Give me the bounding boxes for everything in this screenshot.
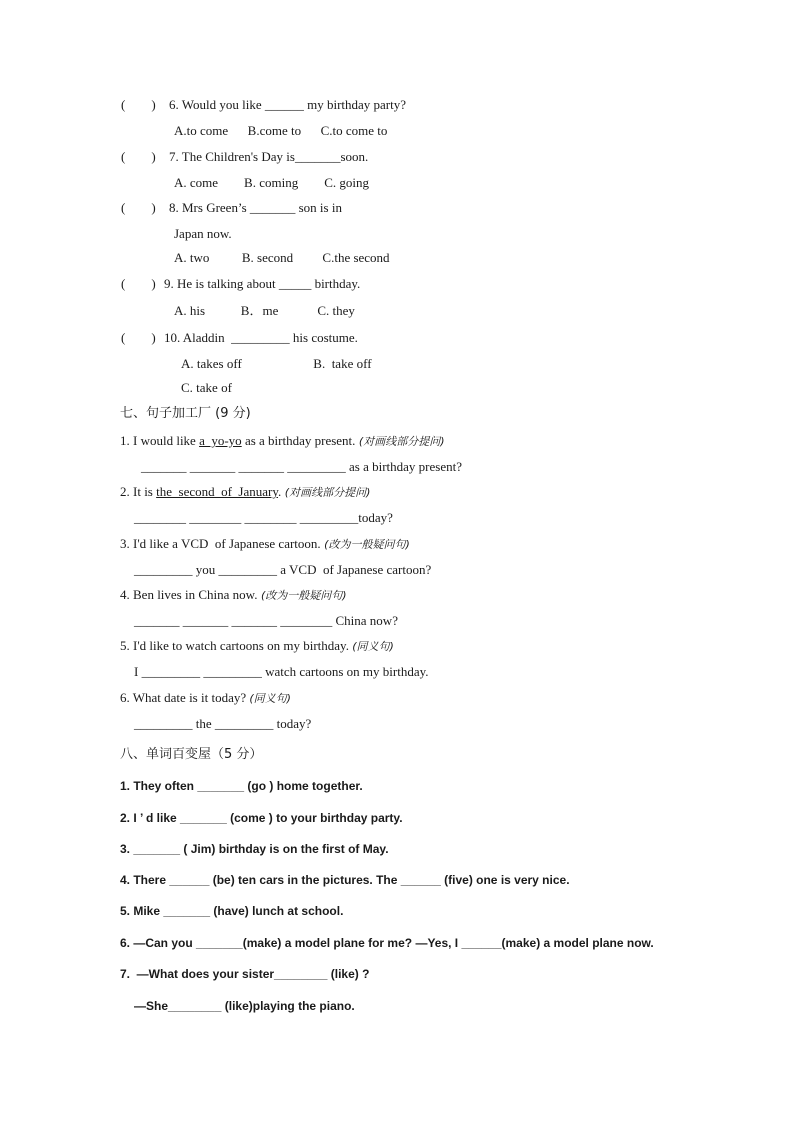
q6-options: A.to come B.come to C.to come to	[174, 123, 388, 138]
q6-question: 6. Would you like ______ my birthday party?	[169, 97, 407, 112]
q7-bracket: ( )	[121, 149, 156, 164]
s7-item-6: 6. What date is it today? (同义句)	[120, 690, 291, 705]
q10-question: 10. Aladdin _________ his costume.	[164, 330, 358, 345]
s7-item-6-blank: _________ the _________ today?	[134, 716, 312, 731]
s8-item-1: 1. They often _______ (go ) home together.	[120, 779, 363, 793]
s8-item-2: 2. I ’ d like _______ (come ) to your birthday party.	[120, 811, 403, 825]
q7-question: 7. The Children's Day is_______soon.	[169, 149, 369, 164]
q10-options: A. takes off B. take off	[181, 356, 372, 371]
s7-item-1-blank: _______ _______ _______ _________ as a birthday present?	[141, 459, 462, 474]
q6-bracket: ( )	[121, 97, 156, 112]
q10-bracket: ( )	[121, 330, 156, 345]
q9-bracket: ( )	[121, 276, 156, 291]
q9-question: 9. He is talking about _____ birthday.	[164, 276, 361, 291]
section-7-title: 七、句子加工厂 (9 分)	[120, 406, 251, 421]
s8-item-4: 4. There ______ (be) ten cars in the pictures. The ______ (five) one is very nice.	[120, 873, 570, 887]
section-8-title: 八、单词百变屋（5 分）	[120, 747, 263, 762]
s8-item-6: 6. —Can you _______(make) a model plane for me? —Yes, I ______(make) a model plane now.	[120, 936, 654, 950]
q8-question-cont: Japan now.	[174, 226, 232, 241]
s8-item-7-answer: —She________ (like)playing the piano.	[134, 999, 355, 1013]
q8-options: A. two B. second C.the second	[174, 250, 390, 265]
s8-item-3: 3. _______ ( Jim) birthday is on the first of May.	[120, 842, 389, 856]
q7-options: A. come B. coming C. going	[174, 175, 369, 190]
s7-item-4-blank: _______ _______ _______ ________ China now?	[134, 613, 398, 628]
q8-question: 8. Mrs Green’s _______ son is in	[169, 200, 342, 215]
s7-item-2: 2. It is the second of January. (对画线部分提问)	[120, 484, 371, 499]
q8-bracket: ( )	[121, 200, 156, 215]
s7-item-3-blank: _________ you _________ a VCD of Japanese cartoon?	[134, 562, 432, 577]
s7-item-5-blank: I _________ _________ watch cartoons on my birthday.	[134, 664, 429, 679]
s8-item-7: 7. —What does your sister________ (like) ?	[120, 967, 370, 981]
s7-item-5: 5. I'd like to watch cartoons on my birthday. (同义句)	[120, 638, 394, 653]
s7-item-3: 3. I'd like a VCD of Japanese cartoon. (改为一般疑问句)	[120, 536, 410, 551]
s7-item-2-blank: ________ ________ ________ _________today?	[134, 510, 393, 525]
s8-item-5: 5. Mike _______ (have) lunch at school.	[120, 904, 344, 918]
s7-item-4: 4. Ben lives in China now. (改为一般疑问句)	[120, 587, 347, 602]
s7-item-1: 1. I would like a yo-yo as a birthday present. (对画线部分提问)	[120, 433, 445, 448]
q10-options-cont: C. take of	[181, 380, 232, 395]
q9-options: A. his B．me C. they	[174, 303, 355, 318]
